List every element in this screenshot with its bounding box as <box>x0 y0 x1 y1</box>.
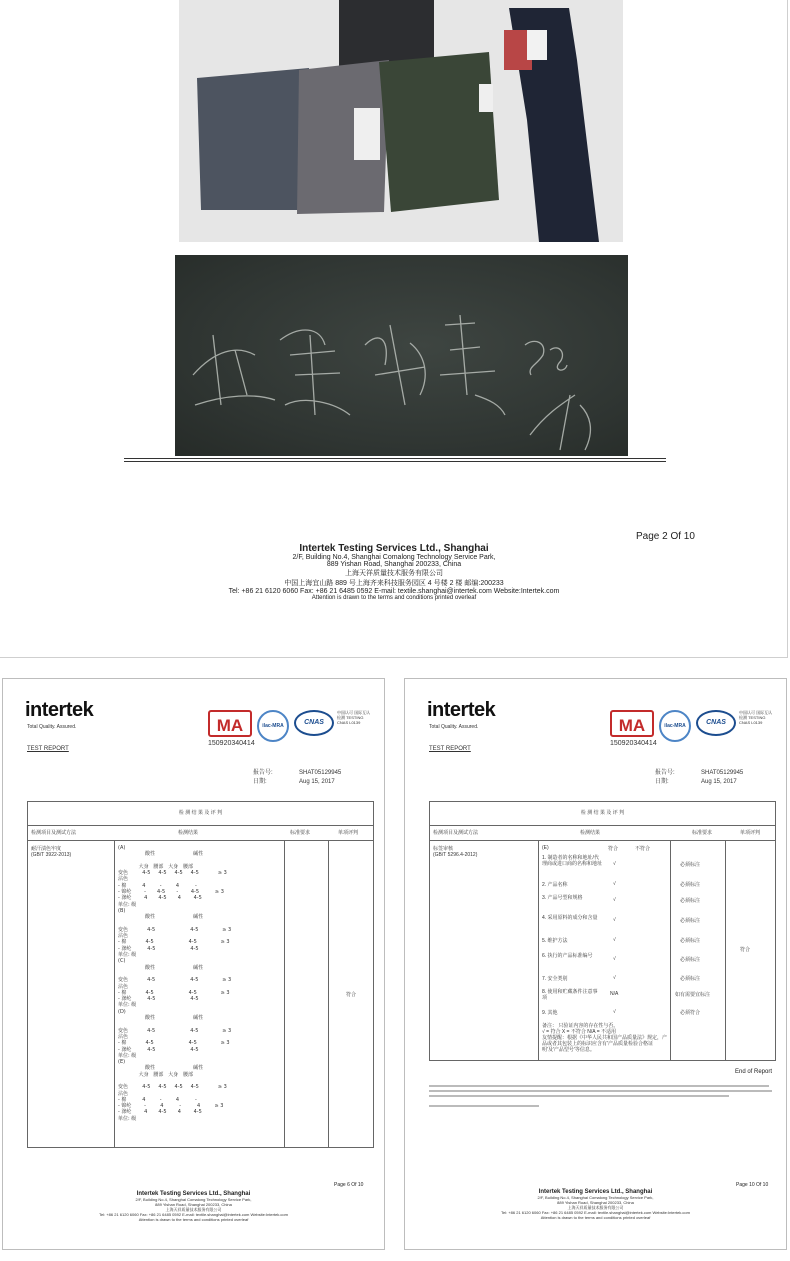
footer-address: 889 Yishan Road, Shanghai 200233, China <box>557 1200 634 1205</box>
results-table <box>429 801 776 1061</box>
report-page-10 <box>404 678 787 1250</box>
col-item: 检测项目及测试方法 <box>31 830 77 836</box>
remark-line: 友情提醒：根据《中华人民共和国产品质量法》规定，产品或者其包装上的标识应含有'产品质量检验合格证明'及'产品型号'等信息。 <box>542 1035 668 1053</box>
label-row-mark: √ <box>613 861 616 867</box>
footer-attention: Attention is drawn to the terms and conditions printed overleaf <box>311 595 477 601</box>
end-of-report: End of Report <box>735 1069 773 1075</box>
remark-line: √ = 符合 X = 不符合 N/A = 不适用 <box>542 1029 617 1035</box>
table-header <box>28 826 373 841</box>
divider-line <box>124 461 666 462</box>
label-row-req: 必须符合 <box>680 1010 701 1016</box>
item-standard: (GB/T 5296.4-2012) <box>433 852 478 858</box>
footer-address: 2/F, Building No.4, Shanghai Comalong Technology Service Park, <box>135 1197 252 1202</box>
logo-tagline: Total Quality. Assured. <box>27 724 77 730</box>
col-judge: 单项评判 <box>740 830 761 836</box>
footer-address: 2/F, Building No.4, Shanghai Comalong Technology Service Park, <box>292 554 496 561</box>
logo-tagline: Total Quality. Assured. <box>429 724 479 730</box>
intertek-logo: intertek <box>427 699 496 721</box>
label-row-mark: √ <box>613 975 616 981</box>
label-row-label: 9. 其他 <box>542 1010 558 1016</box>
footer-attention: Attention is drawn to the terms and conditions printed overleaf <box>138 1217 249 1222</box>
report-no: SHAT05129945 <box>299 770 342 776</box>
ilac-mra-logo: ilac-MRA <box>659 710 691 742</box>
report-no-label: 报告号: <box>253 770 273 776</box>
company-footer <box>3 1191 384 1222</box>
footer-company: Intertek Testing Services Ltd., Shanghai <box>136 1191 251 1197</box>
report-date: Aug 15, 2017 <box>299 779 335 785</box>
label-row-label: 2. 产品名称 <box>542 882 568 888</box>
cma-logo: MA <box>208 710 252 737</box>
remark-line: 备注： 只验证内容的存在性与否。 <box>542 1023 619 1029</box>
label-row-mark: √ <box>613 897 616 903</box>
footer-contact: Tel: +86 21 6120 6060 Fax: +86 21 6485 0592 E-mail: textile.shanghai@intertek.com Website:Intertek.com <box>228 588 560 595</box>
section-label: (E) <box>542 845 549 851</box>
remark <box>542 1023 667 1053</box>
report-no-label: 报告号: <box>655 770 675 776</box>
footer-address: 2/F, Building No.4, Shanghai Comalong Technology Service Park, <box>537 1195 654 1200</box>
footer-contact: Tel: +86 21 6120 6060 Fax: +86 21 6485 0592 E-mail: textile.shanghai@intertek.com Website:Intertek.com <box>99 1212 288 1217</box>
label-row-label: 4. 采用原料的成分和含量 <box>542 915 598 921</box>
report-date: Aug 15, 2017 <box>701 779 737 785</box>
col-result: 检测结果 <box>178 830 199 836</box>
intertek-logo: intertek <box>25 699 94 721</box>
label-row-req: 如有需要宜标注 <box>675 992 711 998</box>
page-number: Page 2 Of 10 <box>636 531 695 542</box>
footer-company: Intertek Testing Services Ltd., Shanghai <box>299 543 489 554</box>
label-row-req: 必须标注 <box>680 882 701 888</box>
company-footer <box>405 1189 786 1220</box>
footer-cn-company: 上海天祥质量技术服务有限公司 <box>567 1205 624 1210</box>
col-req: 标准要求 <box>290 830 311 836</box>
fine-print <box>429 1085 774 1107</box>
item-name: 标签审核 <box>433 846 454 852</box>
sample-results: (A) 酸性 碱性 大身 腰部 大身 腰部 变色 4-5 4-5 4-5 4-5 ≥ 3 沾色 - 棉 4 - 4 - - 锦纶 - 4-5 - 4-5 ≥ 3 - 涤纶 4 4-5 4 4-5 单位: 级 (B) 酸性 碱性 变色 4-5 4-5 ≥ 3 沾色 - 棉 4-5 4-5 ≥ 3 - 涤纶 4-5 4-5 单位: 级 (C) 酸性 碱性 变色 4-5 4-5 ≥ 3 沾色 - 棉 4-5 4-5 ≥ 3 - 涤纶 4-5 4-5 单位: 级 (D) 酸性 碱性 变色 4-5 4-5 ≥ 3 沾色 - 棉 4-5 4-5 ≥ 3 - 涤纶 4-5 4-5 单位: 级 (E) 酸性 碱性 大身 腰部 大身 腰部 变色 4-5 4-5 4-5 4-5 ≥ 3 沾色 - 棉 4 - 4 - - 锦纶 - 4 - 4 ≥ 3 - 涤纶 4 4-5 4 4-5 单位: 级 <box>118 845 232 1122</box>
label-row-req: 必须标注 <box>680 938 701 944</box>
test-report-label: TEST REPORT <box>27 746 69 752</box>
label-row-req: 必须标注 <box>680 898 701 904</box>
divider-line <box>124 458 666 459</box>
report-meta <box>655 769 743 787</box>
footer-address: 889 Yishan Road, Shanghai 200233, China <box>155 1202 232 1207</box>
label-row-label: 6. 执行的产品标准编号 <box>542 953 593 959</box>
label-row-req: 必须标注 <box>680 862 701 868</box>
table-header <box>430 826 775 841</box>
cma-logo: MA <box>610 710 654 737</box>
test-report-label: TEST REPORT <box>429 746 471 752</box>
cnas-logo: CNAS <box>294 710 334 736</box>
date-label: 日期: <box>253 779 267 785</box>
footer-contact: Tel: +86 21 6120 6060 Fax: +86 21 6485 0592 E-mail: textile.shanghai@intertek.com Website:Intertek.com <box>501 1210 690 1215</box>
cnas-text: 中国认可 国际互认 检测 TESTING CNAS L0139 <box>739 710 773 725</box>
fabric-signature-photo <box>175 255 628 456</box>
table-body <box>430 841 775 1061</box>
cnas-logo: CNAS <box>696 710 736 736</box>
handwritten-signature <box>175 255 628 456</box>
label-row-mark: √ <box>613 1009 616 1015</box>
footer-address: 889 Yishan Road, Shanghai 200233, China <box>326 561 462 568</box>
item-standard: (GB/T 3922-2013) <box>31 852 72 858</box>
col-result: 检测结果 <box>580 830 601 836</box>
footer-cn-address: 中国上海宜山路 889 号上海齐来科技服务园区 4 号楼 2 楼 邮编:200233 <box>284 580 504 587</box>
label-row-req: 必须标注 <box>680 918 701 924</box>
ilac-mra-logo: ilac-MRA <box>257 710 289 742</box>
company-footer <box>0 543 788 601</box>
page-number: Page 10 Of 10 <box>736 1182 769 1188</box>
label-row-mark: √ <box>613 956 616 962</box>
label-row-label: 1. 制造者的名称和地址/代理商或进口商的名称和地址 <box>542 855 603 867</box>
cma-number: 150920340414 <box>208 740 255 747</box>
col-req: 标准要求 <box>692 830 713 836</box>
page-number: Page 6 Of 10 <box>334 1182 364 1188</box>
garment-photo <box>179 0 623 242</box>
report-meta <box>253 769 341 787</box>
col-judge: 单项评判 <box>338 830 359 836</box>
report-no: SHAT05129945 <box>701 770 744 776</box>
footer-cn-company: 上海天祥质量技术服务有限公司 <box>345 570 443 577</box>
col-pass: 符合 <box>608 846 619 852</box>
label-row-mark: √ <box>613 881 616 887</box>
footer-attention: Attention is drawn to the terms and conditions printed overleaf <box>540 1215 651 1220</box>
cma-number: 150920340414 <box>610 740 657 747</box>
table-title: 检 测 结 果 及 评 判 <box>430 802 775 826</box>
col-item: 检测项目及测试方法 <box>433 830 479 836</box>
date-label: 日期: <box>655 779 669 785</box>
label-row-mark: N/A <box>610 991 619 997</box>
garment-photo-image <box>179 0 623 242</box>
label-row-label: 3. 产品号型和规格 <box>542 895 583 901</box>
footer-company: Intertek Testing Services Ltd., Shanghai <box>538 1189 653 1195</box>
footer-cn-company: 上海天祥质量技术服务有限公司 <box>165 1207 222 1212</box>
label-row-req: 必须标注 <box>680 976 701 982</box>
label-row-mark: √ <box>613 937 616 943</box>
cnas-text: 中国认可 国际互认 检测 TESTING CNAS L0139 <box>337 710 371 725</box>
label-row-mark: √ <box>613 917 616 923</box>
report-page-6 <box>2 678 385 1250</box>
table-body <box>28 841 373 1147</box>
verdict: 符合 <box>346 992 357 998</box>
results-table <box>27 801 374 1148</box>
item-name: 耐汗渍色牢度 <box>31 846 62 852</box>
col-fail: 不符合 <box>635 846 651 852</box>
label-row-label: 8. 使用和贮藏条件注意事项 <box>542 989 598 1001</box>
label-row-label: 5. 维护方法 <box>542 938 568 944</box>
label-row-label: 7. 安全类别 <box>542 976 568 982</box>
table-title: 检 测 结 果 及 评 判 <box>28 802 373 826</box>
verdict: 符合 <box>740 947 751 953</box>
label-row-req: 必须标注 <box>680 957 701 963</box>
